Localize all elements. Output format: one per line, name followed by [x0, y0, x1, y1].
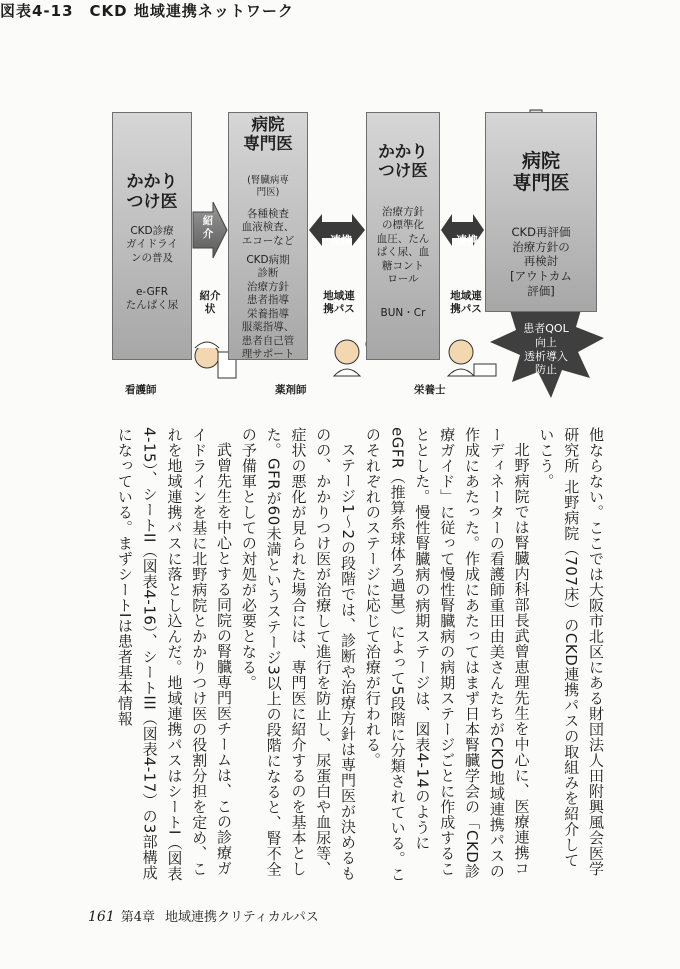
referral-letter-label: 紹介 状 [199, 290, 221, 316]
box-header: 病院 専門医 [243, 115, 293, 153]
link-label-1: 連携 [330, 234, 352, 247]
box-text: CKD再評価 治療方針の 再検討 [アウトカム 評価] [510, 225, 572, 298]
regional-path-label-2: 地域連 携パス [450, 290, 482, 316]
primary-doctor-box-1 [112, 112, 192, 360]
figure-title: 図表4-13 CKD 地域連携ネットワーク [0, 2, 294, 20]
regional-path-label-1: 地域連 携パス [323, 290, 355, 316]
paragraph: 武曾先生を中心とする同院の腎臓専門医チームは、この診療ガイドラインを基に北野病院とかかりつけ医の役割分担を定め、これを地域連携パスに落とし込んだ。地域連携パスはシートI（図表4-15）、シートII（図表4-16）、シートIII（図表4-17）の3部構成になっている。まずシートIは患者基本情報 [115, 427, 234, 882]
box-header: かかり つけ医 [126, 172, 178, 212]
link-label-2: 連携 [456, 234, 478, 247]
star-text: 患者QOL 向上 透析導入 防止 [523, 322, 569, 377]
paragraph: 北野病院では腎臓内科部長武曾恵理先生を中心に、医療連携コーディネーターの看護師重田由美さんたちがCKD地域連携パスの作成にあたった。作成にあたってはまず日本腎臓学会の「CKD診療ガイド」に従って慢性腎臓病の病期ステージごとに作成することとした。慢性腎臓病の病期ステージは、図表4-14のようにeGFR（推算糸球体ろ過量）によって5段階に分類されている。このそれぞれのステージに応じて治療が行われる。 [363, 427, 531, 882]
box-text: 各種検査 血液検査、 エコーなど [241, 208, 295, 247]
hospital-specialist-box-2 [485, 112, 597, 312]
refer-label: 紹 介 [202, 215, 214, 241]
box-text: 治療方針 の標準化 血圧、たん ぱく尿、血 糖コント ロール [376, 206, 430, 286]
box-header: かかり つけ医 [378, 142, 428, 180]
paragraph: 他ならない。ここでは大阪市北区にある財団法人田附興風会医学研究所 北野病院（707床）のCKD連携パスの取組みを紹介していこう。 [537, 427, 605, 877]
box-header: 病院 専門医 [512, 150, 570, 194]
paragraph: ステージ1〜2の段階では、診断や治療方針は専門医が決めるものの、かかりつけ医が治療して進行を防止し、尿蛋白や血尿等、症状の悪化が見られた場合には、専門医に紹介するのを基本とした。GFRが60未満というステージ3以上の段階になると、腎不全の予備軍としての対処が必要となる。 [239, 427, 358, 881]
nurse-label: 看護師 [125, 384, 157, 396]
page-number: 161 [88, 909, 115, 925]
body-text [78, 427, 608, 882]
dietitian-label: 栄養士 [414, 384, 446, 396]
primary-doctor-box-2 [366, 112, 440, 360]
page-footer [88, 906, 319, 925]
box-text: e-GFR たんぱく尿 [125, 286, 179, 312]
hospital-specialist-box-1 [228, 112, 308, 360]
box-text: BUN・Cr [380, 307, 426, 319]
pharmacist-label: 薬剤師 [275, 384, 307, 396]
chapter-label: 第4章 [120, 910, 156, 925]
box-text: (腎臓病専 門医) [247, 175, 289, 199]
box-text: CKD診療 ガイドライ ンの普及 [126, 225, 178, 264]
chapter-title: 地域連携クリティカルパス [165, 910, 319, 925]
box-text: CKD病期 診断 治療方針 患者指導 栄養指導 服薬指導、 患者自己管 理サポート [241, 254, 295, 361]
dietitian-icon [448, 340, 496, 376]
